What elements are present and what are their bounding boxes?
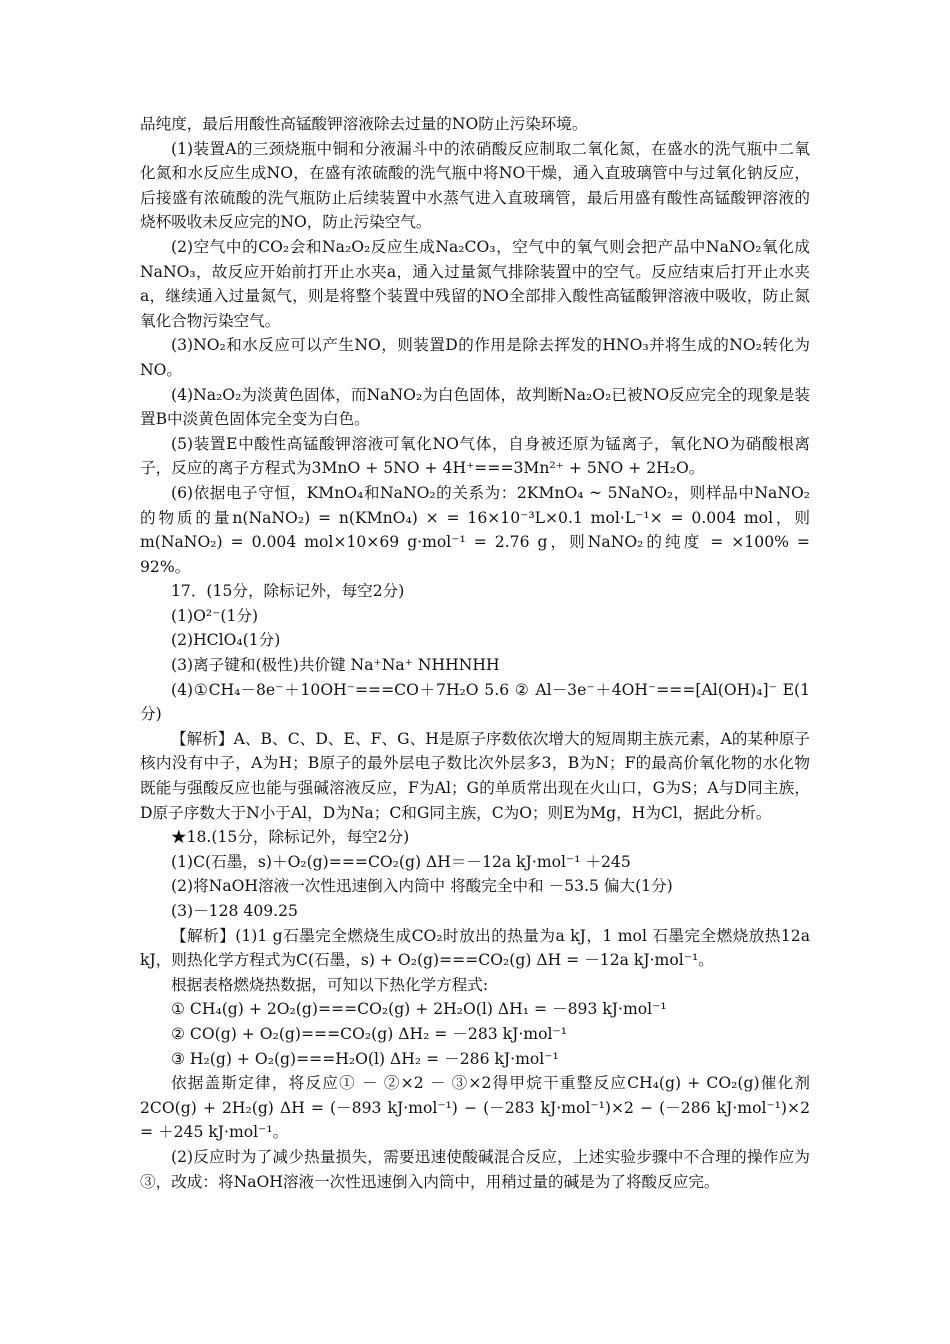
paragraph: (4)Na₂O₂为淡黄色固体，而NaNO₂为白色固体，故判断Na₂O₂已被NO反应完全的现象是装置B中淡黄色固体完全变为白色。 <box>140 385 810 429</box>
answer-line: (1)C(石墨，s)＋O₂(g)===CO₂(g) ΔH＝－12a kJ·mol⁻¹ ＋245 <box>171 852 631 871</box>
paragraph: (2)反应时为了减少热量损失，需要迅速使酸碱混合反应，上述实验步骤中不合理的操作应为③，改成：将NaOH溶液一次性迅速倒入内筒中，用稍过量的碱是为了将酸反应完。 <box>140 1147 810 1191</box>
paragraph: (3)NO₂和水反应可以产生NO，则装置D的作用是除去挥发的HNO₃并将生成的NO₂转化为NO。 <box>140 336 810 379</box>
answer-line: (4)①CH₄－8e⁻＋10OH⁻===CO＋7H₂O 5.6 ② Al－3e⁻＋4OH⁻===[Al(OH)₄]⁻ E(1分) <box>140 680 810 724</box>
answer-line: (3)离子键和(极性)共价键 Na⁺Na⁺ NHHNHH <box>171 656 500 675</box>
analysis-paragraph: 【解析】(1)1 g石墨完全燃烧生成CO₂时放出的热量为a kJ，1 mol 石墨完全燃烧放热12a kJ，则热化学方程式为C(石墨，s) + O₂(g)===CO₂(g) ΔH = －12a kJ·mol⁻¹。 <box>140 926 810 970</box>
answer-line: (1)O²⁻(1分) <box>171 606 259 625</box>
paragraph: (2)空气中的CO₂会和Na₂O₂反应生成Na₂CO₃，空气中的氧气则会把产品中NaNO₂氧化成NaNO₃，故反应开始前打开止水夹a，通入过量氮气排除装置中的空气。反应结束后打开止水夹a，继续通入过量氮气，则是将整个装置中残留的NO全部排入酸性高锰酸钾溶液中吸收，防止氮氧化合物污染空气。 <box>140 237 810 330</box>
question-heading: ★18.(15分，除标记外，每空2分) <box>171 828 410 847</box>
question-heading: 17．(15分，除标记外，每空2分) <box>171 582 405 601</box>
paragraph: (6)依据电子守恒，KMnO₄和NaNO₂的关系为：2KMnO₄ ~ 5NaNO₂，则样品中NaNO₂的物质的量n(NaNO₂) = n(KMnO₄) × = 16×10⁻³L×0.1 mol·L⁻¹× = 0.004 mol，则m(NaNO₂) = 0.004 mol×10×69 g·mol⁻¹ = 2.76 g，则NaNO₂的纯度 = ×100% = 92%。 <box>140 483 810 576</box>
paragraph: 品纯度，最后用酸性高锰酸钾溶液除去过量的NO防止污染环境。 <box>140 115 588 133</box>
paragraph: 根据表格燃烧热数据，可知以下热化学方程式: <box>171 975 489 994</box>
analysis-paragraph: 【解析】A、B、C、D、E、F、G、H是原子序数依次增大的短周期主族元素，A的某种原子核内没有中子，A为H；B原子的最外层电子数比次外层多3，B为N；F的最高价氧化物的水化物既能与强酸反应也能与强碱溶液反应，F为Al；G的单质常出现在火山口，G为S；A与D同主族，D原子序数大于N小于Al，D为Na；C和G同主族，C为O；则E为Mg，H为Cl，据此分析。 <box>140 729 810 822</box>
answer-text-body <box>140 112 810 1194</box>
equation-line: ③ H₂(g) + O₂(g)===H₂O(l) ΔH₂ = －286 kJ·mol⁻¹ <box>171 1049 559 1068</box>
paragraph: (1)装置A的三颈烧瓶中铜和分液漏斗中的浓硝酸反应制取二氧化氮，在盛水的洗气瓶中二氧化氮和水反应生成NO，在盛有浓硫酸的洗气瓶中将NO干燥，通入直玻璃管中与过氧化钠反应，后接盛有浓硫酸的洗气瓶防止后续装置中水蒸气进入直玻璃管，最后用盛有酸性高锰酸钾溶液的烧杯吸收未反应完的NO，防止污染空气。 <box>140 139 810 232</box>
paragraph: (5)装置E中酸性高锰酸钾溶液可氧化NO气体，自身被还原为锰离子，氧化NO为硝酸根离子，反应的离子方程式为3MnO + 5NO + 4H⁺===3Mn²⁺ + 5NO + 2H₂O。 <box>140 434 810 478</box>
answer-line: (3)－128 409.25 <box>171 902 298 920</box>
equation-line: ① CH₄(g) + 2O₂(g)===CO₂(g) + 2H₂O(l) ΔH₁ = －893 kJ·mol⁻¹ <box>171 1000 667 1019</box>
answer-line: (2)将NaOH溶液一次性迅速倒入内筒中 将酸完全中和 －53.5 偏大(1分) <box>171 877 673 896</box>
answer-line: (2)HClO₄(1分) <box>171 631 281 650</box>
equation-line: ② CO(g) + O₂(g)===CO₂(g) ΔH₂ = －283 kJ·mol⁻¹ <box>171 1024 567 1043</box>
paragraph: 依据盖斯定律，将反应① － ②×2 － ③×2得甲烷干重整反应CH₄(g) + CO₂(g)催化剂2CO(g) + 2H₂(g) ΔH = (－893 kJ·mol⁻¹) − (－283 kJ·mol⁻¹)×2 − (－286 kJ·mol⁻¹)×2 = ＋245 kJ·mol⁻¹。 <box>140 1074 810 1142</box>
